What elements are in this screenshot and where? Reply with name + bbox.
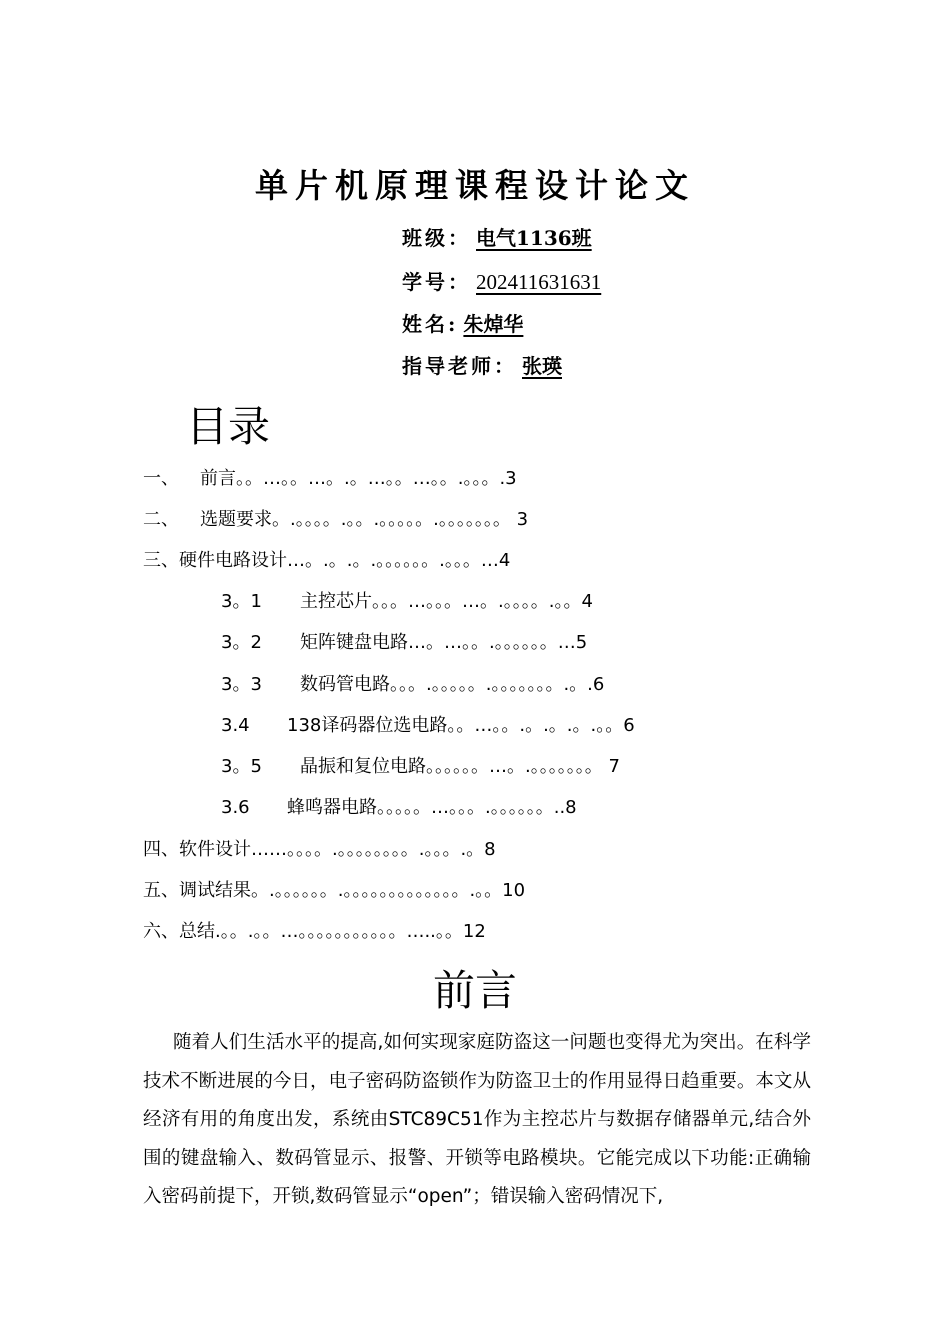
toc-item: [221, 793, 577, 819]
toc-item-text: 选题要求。.。。。。.。。.。。。。。.。。。。。。。 3: [200, 509, 529, 530]
toc-item-number: 3。2: [221, 632, 262, 653]
toc-item: [143, 835, 496, 861]
student-id-value: 202411631631: [476, 270, 602, 294]
toc-item-text: 138译码器位选电路。。…。。.。.。.。.。。6: [287, 715, 635, 736]
toc-item: [143, 546, 510, 572]
name-row: [402, 308, 523, 337]
class-row: [402, 222, 592, 251]
toc-item-text: 五、调试结果。.。。。。。。.。。。。。。。。。。。。。.。。10: [143, 880, 526, 901]
advisor-row: [402, 350, 562, 379]
toc-item-number: 3。1: [221, 591, 262, 612]
toc-item-text: 晶振和复位电路。。。。。。…。.。。。。。。。 7: [300, 756, 620, 777]
toc-item-text: 矩阵键盘电路…。…。。.。。。。。。…5: [300, 632, 588, 653]
toc-item-text: 前言。。…。。…。.。…。。…。。.。。。.3: [200, 468, 517, 489]
preface-heading: 前言: [432, 966, 517, 1015]
toc-item: [143, 876, 525, 902]
preface-paragraph: 随着人们生活水平的提高,如何实现家庭防盗这一问题也变得尤为突出。在科学技术不断进展的今日，电子密码防盗锁作为防盗卫士的作用显得日趋重要。本文从经济有用的角度出发，系统由STC89C51作为主控芯片与数据存储器单元,结合外围的键盘输入、数码管显示、报警、开锁等电路模块。它能完成以下功能:正确输入密码前提下，开锁,数码管显示“open”；错误输入密码情况下,: [143, 1032, 811, 1207]
toc-item-number: 3.4: [221, 715, 250, 736]
student-id-row: [402, 266, 601, 295]
name-value: 朱焯华: [463, 312, 524, 336]
toc-item: [221, 711, 635, 737]
toc-item-number: 二、: [143, 509, 179, 530]
toc-item-text: 四、软件设计……。。。。.。。。。。。。。.。。。.。8: [143, 839, 496, 860]
toc-item-number: 一、: [143, 468, 179, 489]
toc-item-text: 三、硬件电路设计…。.。.。.。。。。。。.。。。…4: [143, 550, 511, 571]
toc-item: [221, 670, 604, 696]
student-id-label: 学号：: [402, 270, 471, 294]
class-label: 班级：: [402, 226, 471, 250]
advisor-value: 张瑛: [522, 354, 562, 378]
toc-item-number: 3.6: [221, 797, 250, 818]
toc-item: [221, 628, 587, 654]
toc-item-text: 蜂鸣器电路。。。。。…。。。.。。。。。。..8: [287, 797, 577, 818]
toc-item: [221, 752, 620, 778]
toc-item-number: 3。3: [221, 674, 262, 695]
toc-heading: 目录: [186, 402, 271, 451]
name-label: 姓名:: [402, 312, 459, 336]
toc-item: [143, 505, 528, 531]
toc-item: [143, 917, 486, 943]
toc-item-text: 六、总结.。。.。。…。。。。。。。。。。。…..。。12: [143, 921, 486, 942]
toc-item: [221, 587, 593, 613]
toc-item-text: 主控芯片。。。…。。。…。.。。。。.。。4: [300, 591, 593, 612]
document-title: 单片机原理课程设计论文: [255, 166, 695, 205]
toc-item-text: 数码管电路。。。.。。。。。.。。。。。。。.。.6: [300, 674, 605, 695]
advisor-label: 指导老师：: [402, 354, 517, 378]
class-value: 电气1136班: [476, 226, 592, 250]
toc-item-number: 3。5: [221, 756, 262, 777]
toc-item: [143, 464, 517, 490]
